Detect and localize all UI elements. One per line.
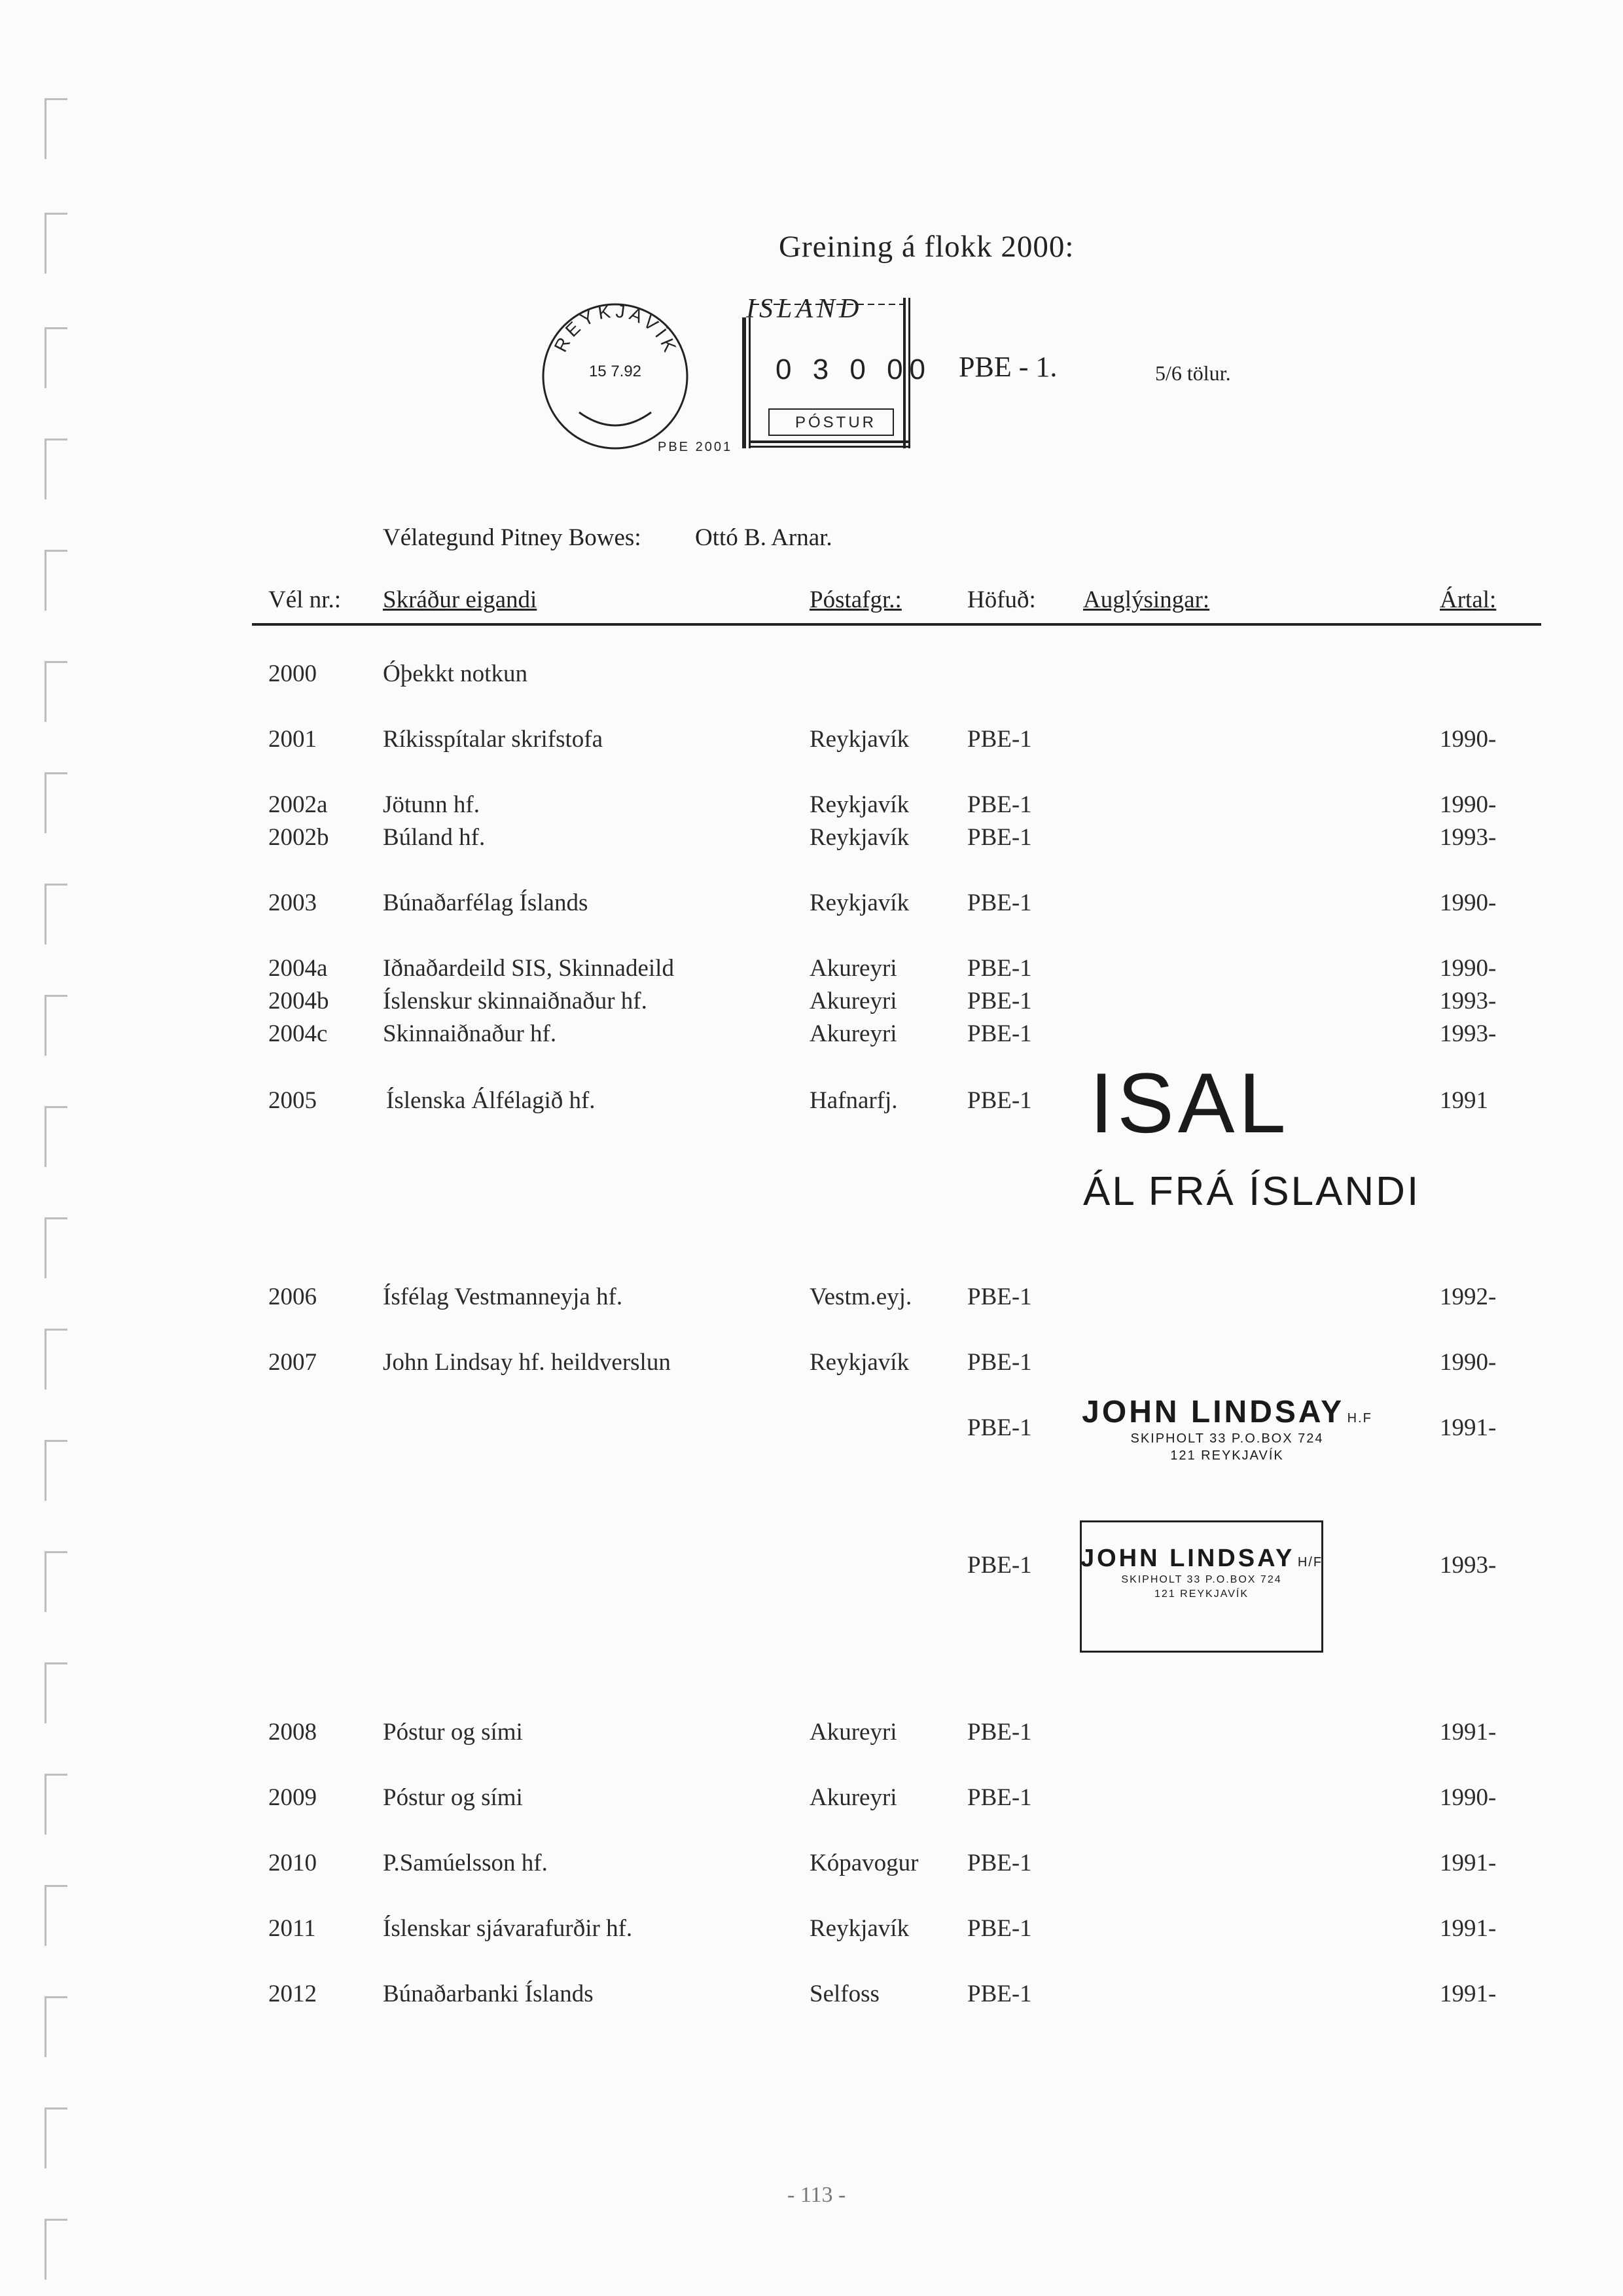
cell-post: Reykjavík	[810, 1349, 910, 1376]
cell-owner: John Lindsay hf. heildverslun	[383, 1349, 671, 1376]
lindsay-addr1: SKIPHOLT 33 P.O.BOX 724	[1130, 1431, 1324, 1446]
header-post: Póstafgr.:	[810, 586, 902, 613]
postmark-circle	[537, 298, 694, 455]
postmark-city: REYKJAVÍK	[550, 300, 682, 359]
cell-post: Akureyri	[810, 955, 897, 982]
cell-year: 1993-	[1440, 1020, 1497, 1047]
cell-owner: Jötunn hf.	[383, 791, 480, 818]
cell-year: 1993-	[1440, 1552, 1497, 1579]
cell-head: PBE-1	[967, 1850, 1032, 1876]
isal-logo-main: ISAL	[1090, 1055, 1290, 1151]
cell-head: PBE-1	[967, 824, 1032, 851]
page-number: - 113 -	[787, 2183, 846, 2207]
cell-year: 1990-	[1440, 726, 1497, 753]
postmark-date: 15 7.92	[588, 363, 642, 380]
cell-post: Akureyri	[810, 1784, 897, 1811]
cell-owner: Íslenskur skinnaiðnaður hf.	[383, 988, 647, 1014]
lindsay-addr1: SKIPHOLT 33 P.O.BOX 724	[1121, 1574, 1282, 1585]
header-nr: Vél nr.:	[268, 586, 341, 613]
cell-nr: 2001	[268, 726, 317, 753]
cell-nr: 2011	[268, 1915, 316, 1942]
header-ads: Auglýsingar:	[1083, 586, 1210, 613]
cell-post: Vestm.eyj.	[810, 1283, 912, 1310]
cell-head: PBE-1	[967, 1283, 1032, 1310]
cell-year: 1991-	[1440, 1719, 1497, 1746]
lindsay-name: JOHN LINDSAY	[1082, 1395, 1345, 1429]
cell-year: 1991	[1440, 1087, 1488, 1114]
cell-post: Akureyri	[810, 1719, 897, 1746]
cell-nr: 2006	[268, 1283, 317, 1310]
cell-nr: 2005	[268, 1087, 317, 1114]
cell-nr: 2007	[268, 1349, 317, 1376]
cell-post: Akureyri	[810, 988, 897, 1014]
cell-year: 1991-	[1440, 1414, 1497, 1441]
cell-nr: 2008	[268, 1719, 317, 1746]
header-year: Ártal:	[1440, 586, 1497, 613]
lindsay-addr2: 121 REYKJAVÍK	[1154, 1588, 1249, 1600]
cell-post: Reykjavík	[810, 726, 910, 753]
cell-head: PBE-1	[967, 726, 1032, 753]
page-title: Greining á flokk 2000:	[779, 230, 1075, 264]
lindsay-name: JOHN LINDSAY	[1080, 1545, 1295, 1572]
cell-owner: Póstur og sími	[383, 1719, 523, 1746]
cell-post: Selfoss	[810, 1981, 880, 2007]
cell-post: Kópavogur	[810, 1850, 919, 1876]
cell-year: 1990-	[1440, 1349, 1497, 1376]
postmark-svg	[537, 298, 694, 455]
cell-owner: Íslenska Álfélagið hf.	[386, 1087, 596, 1114]
cell-head: PBE-1	[967, 791, 1032, 818]
cell-owner: Íslenskar sjávarafurðir hf.	[383, 1915, 633, 1942]
cell-owner: P.Samúelsson hf.	[383, 1850, 548, 1876]
cell-owner: Póstur og sími	[383, 1784, 523, 1811]
cell-year: 1992-	[1440, 1283, 1497, 1310]
cell-year: 1990-	[1440, 1784, 1497, 1811]
cell-owner: Búland hf.	[383, 824, 486, 851]
cell-head: PBE-1	[967, 1020, 1032, 1047]
meter-type-label: Vélategund Pitney Bowes:	[383, 524, 641, 551]
cell-nr: 2003	[268, 889, 317, 916]
cell-head: PBE-1	[967, 1552, 1032, 1579]
meter-owner: Ottó B. Arnar.	[695, 524, 832, 551]
lindsay-logo-2	[1080, 1545, 1323, 1602]
cell-owner: Iðnaðardeild SIS, Skinnadeild	[383, 955, 674, 982]
cell-year: 1991-	[1440, 1850, 1497, 1876]
svg-text:REYKJAVÍK	[550, 300, 682, 358]
pbe-heading: PBE - 1.	[959, 351, 1058, 383]
cell-owner: Búnaðarfélag Íslands	[383, 889, 588, 916]
lindsay-logo-1	[1073, 1394, 1381, 1464]
cell-post: Reykjavík	[810, 791, 910, 818]
cell-nr: 2000	[268, 660, 317, 687]
cell-year: 1990-	[1440, 889, 1497, 916]
cell-head: PBE-1	[967, 1087, 1032, 1114]
cell-head: PBE-1	[967, 889, 1032, 916]
cell-post: Akureyri	[810, 1020, 897, 1047]
cell-post: Hafnarfj.	[810, 1087, 898, 1114]
cell-head: PBE-1	[967, 1414, 1032, 1441]
header-owner: Skráður eigandi	[383, 586, 537, 613]
cell-year: 1993-	[1440, 824, 1497, 851]
cell-nr: 2002b	[268, 824, 329, 851]
cell-head: PBE-1	[967, 1349, 1032, 1376]
meter-value: 0 3 0 00	[776, 353, 933, 386]
cell-nr: 2004b	[268, 988, 329, 1014]
cell-head: PBE-1	[967, 1981, 1032, 2007]
cell-post: Reykjavík	[810, 889, 910, 916]
cell-year: 1991-	[1440, 1915, 1497, 1942]
cell-head: PBE-1	[967, 955, 1032, 982]
cell-owner: Ríkisspítalar skrifstofa	[383, 726, 603, 753]
meter-country: ISLAND	[746, 294, 863, 324]
cell-post: Reykjavík	[810, 1915, 910, 1942]
cell-head: PBE-1	[967, 1915, 1032, 1942]
cell-head: PBE-1	[967, 1784, 1032, 1811]
postmark-label: PBE 2001	[658, 440, 733, 454]
cell-nr: 2009	[268, 1784, 317, 1811]
cell-owner: Skinnaiðnaður hf.	[383, 1020, 557, 1047]
cell-owner: Ísfélag Vestmanneyja hf.	[383, 1283, 623, 1310]
digit-note: 5/6 tölur.	[1155, 361, 1231, 385]
cell-head: PBE-1	[967, 988, 1032, 1014]
cell-year: 1990-	[1440, 955, 1497, 982]
header-rule	[252, 623, 1541, 626]
isal-logo-sub: ÁL FRÁ ÍSLANDI	[1083, 1169, 1421, 1214]
lindsay-suffix: H.F	[1347, 1411, 1372, 1426]
cell-post: Reykjavík	[810, 824, 910, 851]
cell-head: PBE-1	[967, 1719, 1032, 1746]
cell-year: 1991-	[1440, 1981, 1497, 2007]
cell-year: 1990-	[1440, 791, 1497, 818]
cell-nr: 2004a	[268, 955, 328, 982]
cell-year: 1993-	[1440, 988, 1497, 1014]
cell-owner: Óþekkt notkun	[383, 660, 527, 687]
meter-postur: PÓSTUR	[795, 414, 877, 431]
cell-nr: 2012	[268, 1981, 317, 2007]
lindsay-addr2: 121 REYKJAVÍK	[1170, 1448, 1284, 1463]
cell-owner: Búnaðarbanki Íslands	[383, 1981, 594, 2007]
lindsay-suffix: H/F	[1297, 1555, 1323, 1570]
cell-nr: 2004c	[268, 1020, 328, 1047]
cell-nr: 2002a	[268, 791, 328, 818]
cell-nr: 2010	[268, 1850, 317, 1876]
header-head: Höfuð:	[967, 586, 1036, 613]
